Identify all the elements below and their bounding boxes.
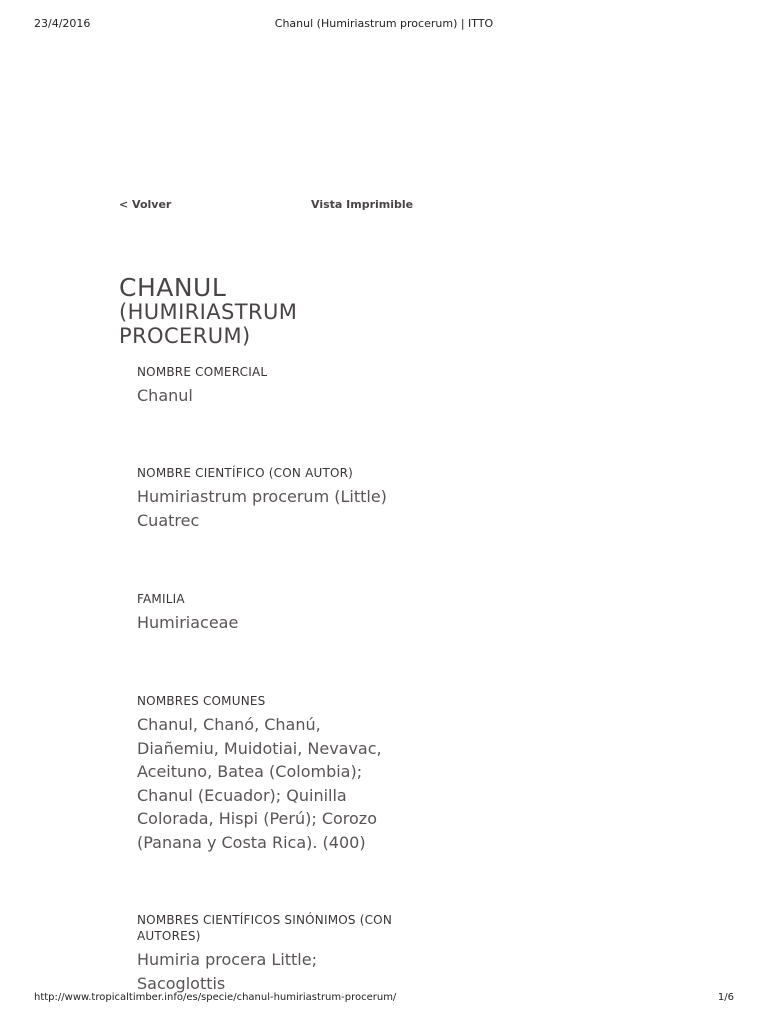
print-page-title: Chanul (Humiriastrum procerum) | ITTO xyxy=(274,17,494,30)
field-common-names xyxy=(137,693,407,854)
field-value: Chanul xyxy=(137,386,193,405)
field-value: Humiriaceae xyxy=(137,613,239,632)
field-label: NOMBRE CIENTÍFICO (CON AUTOR) xyxy=(137,466,354,480)
print-date: 23/4/2016 xyxy=(34,17,91,30)
field-value: Humiria procera Little; Sacoglottis xyxy=(137,950,317,993)
field-label: NOMBRES CIENTÍFICOS SINÓNIMOS (CON AUTORES) xyxy=(137,913,393,943)
field-label: NOMBRE COMERCIAL xyxy=(137,365,268,379)
page-count: 1/6 xyxy=(717,992,734,1003)
print-footer xyxy=(34,992,734,1006)
field-label: NOMBRES COMUNES xyxy=(137,694,266,708)
field-synonyms xyxy=(137,912,407,995)
print-url: http://www.tropicaltimber.info/es/specie/chanul-humiriastrum-procerum/ xyxy=(34,992,397,1003)
field-scientific-name xyxy=(137,465,407,532)
species-title-line: (HUMIRIASTRUM xyxy=(119,300,298,324)
field-family xyxy=(137,591,407,635)
species-title xyxy=(119,275,419,350)
field-label: FAMILIA xyxy=(137,592,185,606)
field-value: Chanul, Chanó, Chanú, Diañemiu, Muidotiai, Nevavac, Aceituno, Batea (Colombia); Chanul (Ecuador); Quinilla Colorada, Hispi (Perú); Corozo (Panana y Costa Rica). (400) xyxy=(137,715,382,852)
species-title-line: PROCERUM) xyxy=(119,324,251,348)
back-link[interactable]: < Volver xyxy=(119,198,172,211)
print-header xyxy=(34,17,734,31)
field-value: Humiriastrum procerum (Little) Cuatrec xyxy=(137,487,387,530)
field-commercial-name xyxy=(137,364,407,408)
species-title-line: CHANUL xyxy=(119,273,227,302)
print-view-link[interactable]: Vista Imprimible xyxy=(311,198,414,211)
